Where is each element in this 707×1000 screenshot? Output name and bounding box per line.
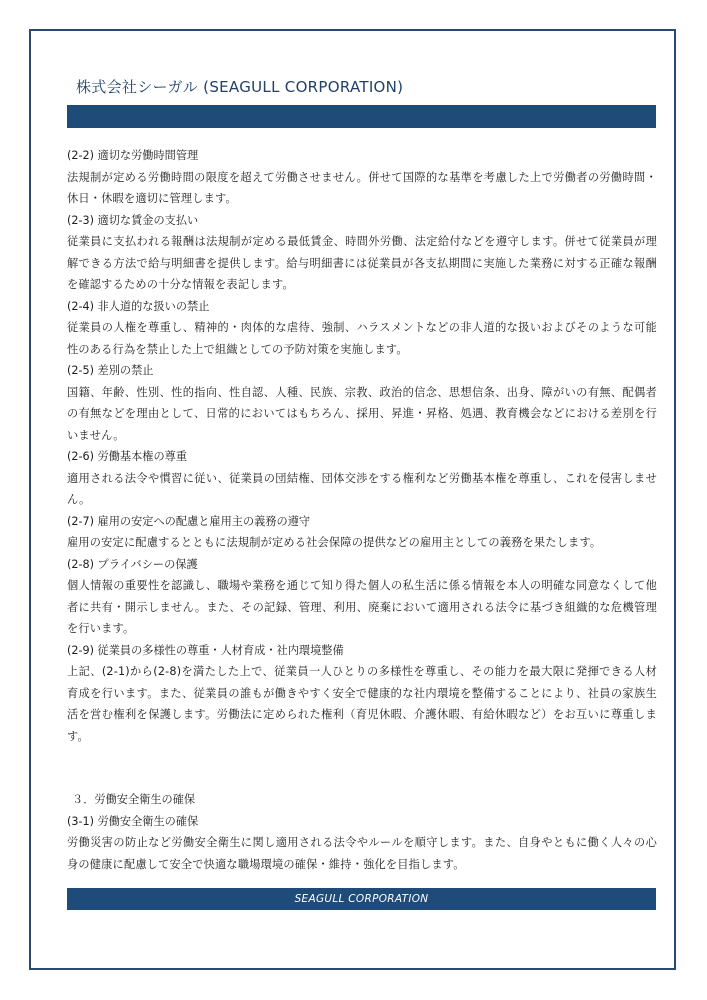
- section-heading: (2-6) 労働基本権の尊重: [67, 450, 188, 463]
- spacer: [67, 747, 657, 789]
- company-title: 株式会社シーガル (SEAGULL CORPORATION): [76, 78, 404, 96]
- section-body: 上記、(2-1)から(2-8)を満たした上で、従業員一人ひとりの多様性を尊重し、その能力を最大限に発揮できる人材育成を行います。また、従業員の誰もが働きやすく安全で健康的な社内環境を整備することにより、社員の家族生活を営む権利を保護します。労働法に定められた権利（育児休暇、介護休暇、有給休暇など）をお互いに尊重します。: [67, 665, 657, 743]
- section-body: 従業員の人権を尊重し、精神的・肉体的な虐待、強制、ハラスメントなどの非人道的な扱いおよびそのような可能性のある行為を禁止した上で組織としての予防対策を実施します。: [67, 321, 657, 356]
- section-heading: (3-1) 労働安全衛生の確保: [67, 814, 199, 828]
- section-body: 法規制が定める労働時間の限度を超えて労働させません。併せて国際的な基準を考慮した上で労働者の労働時間・休日・休暇を適切に管理します。: [67, 170, 657, 205]
- section-heading: (2-9) 従業員の多様性の尊重・人材育成・社内環境整備: [67, 643, 344, 657]
- section-heading: (2-4) 非人道的な扱いの禁止: [67, 299, 210, 313]
- section-heading: (2-2) 適切な労働時間管理: [67, 149, 199, 162]
- footer-bar: SEAGULL CORPORATION: [67, 888, 656, 910]
- section-heading: (2-8) プライバシーの保護: [67, 557, 198, 571]
- section-body: 雇用の安定に配慮するとともに法規制が定める社会保障の提供などの雇用主としての義務を果たします。: [67, 536, 602, 549]
- section-heading: (2-3) 適切な賃金の支払い: [67, 213, 199, 227]
- section-body: 個人情報の重要性を認識し、職場や業務を通じて知り得た個人の私生活に係る情報を本人の明確な同意なくして他者に共有・開示しません。また、その記録、管理、利用、廃棄において適用される法令に基づき組織的な危機管理を行います。: [67, 579, 657, 635]
- document-body: [67, 145, 657, 875]
- section-body: 従業員に支払われる報酬は法規制が定める最低賃金、時間外労働、法定給付などを遵守します。併せて従業員が理解できる方法で給与明細書を提供します。給与明細書には従業員が各支払期間に実施した業務に対する正確な報酬を確認するための十分な情報を表記します。: [67, 235, 657, 291]
- section-body: 適用される法令や慣習に従い、従業員の団結権、団体交渉をする権利など労働基本権を尊重し、これを侵害しません。: [67, 471, 657, 506]
- chapter-title: ３．労働安全衛生の確保: [72, 793, 196, 806]
- header-bar: [67, 105, 656, 128]
- section-body: 労働災害の防止など労働安全衛生に関し適用される法令やルールを順守します。また、自身やともに働く人々の心身の健康に配慮して安全で快適な職場環境の確保・維持・強化を目指します。: [67, 836, 657, 871]
- section-body: 国籍、年齢、性別、性的指向、性自認、人種、民族、宗教、政治的信念、思想信条、出身、障がいの有無、配偶者の有無などを理由として、日常的においてはもちろん、採用、昇進・昇格、処遇、教育機会などにおける差別を行いません。: [67, 385, 657, 442]
- section-heading: (2-5) 差別の禁止: [67, 364, 154, 377]
- section-heading: (2-7) 雇用の安定への配慮と雇用主の義務の遵守: [67, 514, 311, 528]
